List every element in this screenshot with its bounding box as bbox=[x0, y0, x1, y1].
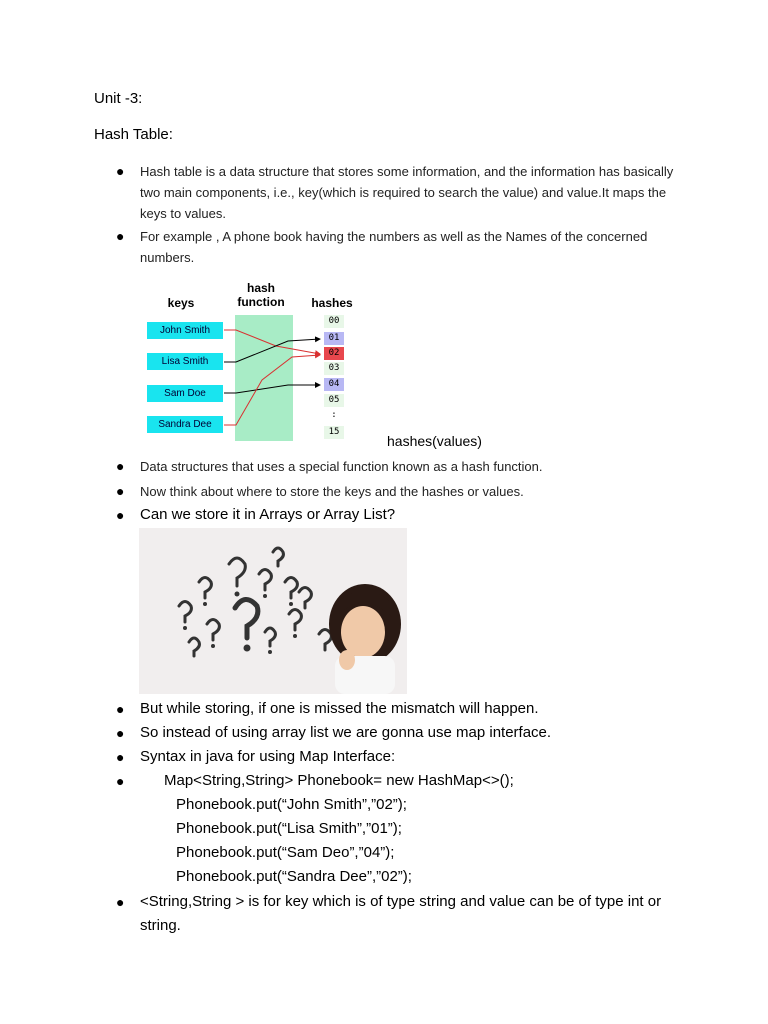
list-item-text: For example , A phone book having the numbers as well as the Names of the concerned numbers. bbox=[140, 229, 648, 265]
bullet-icon: ● bbox=[116, 894, 125, 910]
code-line: Phonebook.put(“John Smith”,”02”); bbox=[176, 796, 407, 813]
key-box: Sandra Dee bbox=[147, 416, 223, 433]
list-item-text: But while storing, if one is missed the mismatch will happen. bbox=[140, 700, 539, 717]
hash-slot: 04 bbox=[324, 378, 344, 391]
bullet-icon: ● bbox=[116, 163, 125, 179]
key-box: John Smith bbox=[147, 322, 223, 339]
list-item-text: Hash table is a data structure that stores some information, and the information has basically two main components, i.e., key(which is required to search the value) and value.It maps the keys to values. bbox=[140, 164, 674, 221]
code-line: Map<String,String> Phonebook= new HashMap<>(); bbox=[164, 772, 514, 789]
hash-slot-ellipsis: : bbox=[331, 410, 337, 420]
list-item-text: Syntax in java for using Map Interface: bbox=[140, 748, 396, 765]
unit-heading: Unit -3: bbox=[94, 90, 143, 107]
list-item-text: So instead of using array list we are gonna use map interface. bbox=[140, 724, 552, 741]
keys-header: keys bbox=[167, 296, 195, 310]
hash-slot: 02 bbox=[324, 347, 344, 360]
key-box: Lisa Smith bbox=[147, 353, 223, 370]
hash-slot: 15 bbox=[324, 426, 344, 439]
bullet-icon: ● bbox=[116, 725, 125, 741]
arrow-lisa-smith bbox=[224, 339, 320, 362]
bullet-icon: ● bbox=[116, 458, 125, 474]
hash-slot: 01 bbox=[324, 332, 344, 345]
code-line: Phonebook.put(“Sam Deo”,”04”); bbox=[176, 844, 395, 861]
hash-slot: 00 bbox=[324, 315, 344, 328]
arrow-sam-doe bbox=[224, 385, 320, 393]
diagram-caption: hashes(values) bbox=[387, 433, 482, 449]
section-heading: Hash Table: bbox=[94, 126, 173, 143]
mapping-arrows bbox=[0, 0, 768, 460]
hashes-header: hashes bbox=[311, 296, 353, 310]
question-marks-image bbox=[139, 528, 407, 694]
key-box: Sam Doe bbox=[147, 385, 223, 402]
bullet-icon: ● bbox=[116, 701, 125, 717]
hash-slot: 05 bbox=[324, 394, 344, 407]
bullet-icon: ● bbox=[116, 228, 125, 244]
arrow-john-smith bbox=[224, 330, 320, 354]
bullet-icon: ● bbox=[116, 483, 125, 499]
arrow-sandra-dee bbox=[224, 355, 320, 425]
hash-slot: 03 bbox=[324, 362, 344, 375]
code-line: Phonebook.put(“Lisa Smith”,”01”); bbox=[176, 820, 402, 837]
list-item-text: Now think about where to store the keys and the hashes or values. bbox=[140, 484, 524, 499]
bullet-icon: ● bbox=[116, 507, 125, 523]
bullet-icon: ● bbox=[116, 773, 125, 789]
list-item-text: Can we store it in Arrays or Array List? bbox=[140, 506, 396, 523]
code-line: Phonebook.put(“Sandra Dee”,”02”); bbox=[176, 868, 412, 885]
hash-function-header: hash function bbox=[237, 281, 285, 309]
list-item-text: Data structures that uses a special function known as a hash function. bbox=[140, 459, 543, 474]
list-item-text: <String,String > is for key which is of type string and value can be of type int or string. bbox=[140, 893, 662, 934]
bullet-icon: ● bbox=[116, 749, 125, 765]
